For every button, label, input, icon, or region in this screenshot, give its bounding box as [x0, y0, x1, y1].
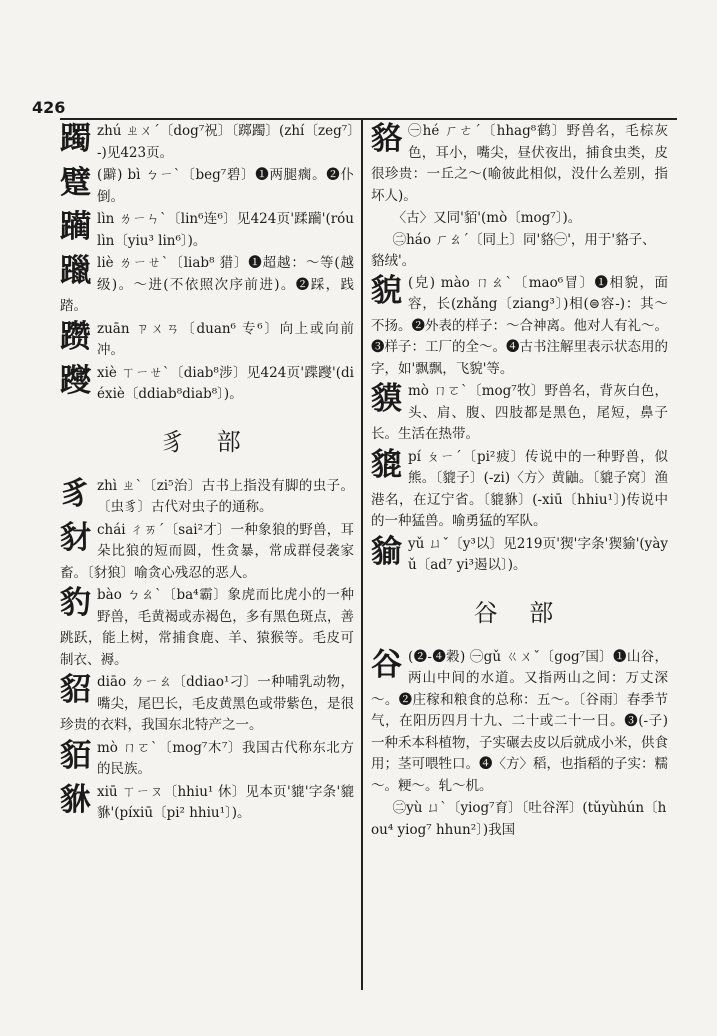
entry-text: xiū ㄒㄧㄡ〔hhiu¹ 休〕见本页'貔'字条'貔貅'(píxiū〔pi² hhiu¹〕)。 — [97, 783, 354, 821]
dictionary-entry — [60, 253, 354, 318]
headword: 貌 — [371, 272, 402, 309]
headword: 貉 — [371, 121, 402, 157]
section-heading: 谷 部 — [473, 598, 566, 627]
entry-text: mò ㄇㄛˋ〔mog⁷牧〕野兽名，背灰白色，头、肩、腹、四肢都是黑色，尾短，鼻子长。生活在热带。 — [371, 383, 668, 442]
headword: 貐 — [371, 533, 402, 570]
entry-text: yǔ ㄩˇ〔y³以〕见219页'猰'字条'猰貐'(yàyǔ〔ad⁷ yi³遏以〕)。 — [408, 535, 668, 573]
dictionary-entry — [60, 738, 354, 781]
entry-text: ㊀hé ㄏㄜˊ〔hhag⁸鹤〕野兽名，毛棕灰色，耳小，嘴尖，昼伏夜出，捕食虫类，皮很珍贵：一丘之～(喻彼此相似，没什么差别，指坏人)。 — [371, 123, 668, 204]
entry-text: xiè ㄒㄧㄝˋ〔diab⁸涉〕见424页'蹀躞'(diéxiè〔ddiab⁸diab⁸〕)。 — [97, 364, 354, 402]
entry-text: liè ㄌㄧㄝˋ〔liab⁸ 猎〕❶超越：～等(越级)。～进(不依照次序前进)。❷踩，践踏。 — [60, 255, 354, 314]
headword: 豹 — [60, 585, 91, 621]
dictionary-entry — [60, 520, 354, 585]
column-divider — [361, 120, 363, 990]
headword: 貊 — [60, 737, 91, 774]
headword: 貂 — [60, 672, 91, 708]
headword: 貘 — [371, 381, 402, 417]
left-column — [60, 121, 354, 826]
entry-subsense: 〈古〉又同'貊'(mò〔mog⁷〕)。 — [392, 210, 582, 226]
entry-text: zuān ㄗㄨㄢ〔duan⁶ 专⁶〕向上或向前冲。 — [97, 320, 354, 358]
entry-text: diāo ㄉㄧㄠ〔ddiao¹刁〕一种哺乳动物，嘴尖，尾巴长，毛皮黄黑色或带紫色，是很珍贵的衣料，我国东北特产之一。 — [60, 674, 354, 733]
dictionary-entry — [60, 585, 354, 671]
headword: 躏 — [60, 209, 91, 245]
dictionary-entry — [371, 121, 668, 207]
dictionary-entry — [60, 476, 354, 519]
dictionary-entry — [60, 209, 354, 252]
entry-text: (❷-❹穀) ㊀gǔ ㄍㄨˇ〔gog⁷国〕❶山谷，两山中间的水道。又指两山之间：万丈深～。❷庄稼和粮食的总称：五～。〔谷雨〕春季节气，在阳历四月十九、二十或二十一日。❸(-子)一种禾本科植物，子实碾去皮以后就成小米，供食用；茎可喂牲口。❹〈方〉稻，也指稻的子实：糯～。粳～。轧～机。 — [371, 648, 668, 794]
entry-text: zhì ㄓˋ〔zi⁵治〕古书上指没有脚的虫子。〔虫豸〕古代对虫子的通称。 — [97, 477, 354, 515]
headword: 豸 — [60, 475, 91, 512]
headword: 躄 — [60, 165, 91, 201]
headword: 豺 — [60, 519, 91, 556]
page-number: 426 — [32, 98, 66, 117]
dictionary-entry — [60, 672, 354, 737]
entry-subsense: ㊁háo ㄏㄠˊ〔同上〕同'貉㊀'，用于'貉子、貉绒'。 — [371, 231, 656, 269]
dictionary-entry — [60, 165, 354, 208]
dictionary-entry — [371, 381, 668, 446]
dictionary-entry — [60, 121, 354, 164]
dictionary-entry — [60, 363, 354, 406]
section-heading: 豸 部 — [161, 427, 253, 456]
headword: 谷 — [371, 646, 402, 683]
dictionary-entry — [371, 647, 668, 798]
entry-text: (皃) mào ㄇㄠˋ〔mao⁶冒〕❶相貌，面容，长(zhǎng〔ziang³〕)相(⊜容-)：其～不扬。❷外表的样子：～合神离。他对人有礼～。❸样子：工厂的全～。❹古书注解里表示状态用的字，如'飘飘，飞貌'等。 — [371, 274, 668, 377]
dictionary-entry — [60, 782, 354, 825]
entry-text: pí ㄆㄧˊ〔pi²疲〕传说中的一种野兽，似熊。〔貔子〕(-zi)〈方〉黄鼬。〔貔子窝〕渔港名，在辽宁省。〔貔貅〕(-xiū〔hhiu¹〕)传说中的一种猛兽。喻勇猛的军队。 — [371, 448, 668, 529]
entry-text: zhú ㄓㄨˊ〔dog⁷祝〕〔踯躅〕(zhí〔zeg⁷〕-)见423页。 — [97, 123, 354, 161]
headword: 貔 — [371, 446, 402, 483]
headword: 躞 — [60, 362, 91, 399]
dictionary-entry — [371, 273, 668, 381]
dictionary-entry — [371, 447, 668, 533]
headword: 躅 — [60, 121, 91, 157]
entry-text: lìn ㄌㄧㄣˋ〔lin⁶连⁶〕见424页'蹂躏'(róulìn〔yiu³ lin⁶〕)。 — [97, 211, 354, 249]
dictionary-entry — [60, 319, 354, 362]
dictionary-entry — [371, 534, 668, 577]
top-rule — [60, 118, 677, 120]
headword: 躐 — [60, 253, 91, 289]
entry-text: mò ㄇㄛˋ〔mog⁷木⁷〕我国古代称东北方的民族。 — [97, 739, 354, 777]
headword: 躜 — [60, 318, 91, 355]
headword: 貅 — [60, 781, 91, 818]
right-column — [371, 121, 668, 841]
entry-subsense: ㊁yù ㄩˋ〔yiog⁷育〕〔吐谷浑〕(tǔyùhún〔hou⁴ yiog⁷ hhun²〕)我国 — [371, 800, 667, 838]
entry-text: bào ㄅㄠˋ〔ba⁴霸〕象虎而比虎小的一种野兽，毛黄褐或赤褐色，多有黑色斑点，善跳跃，能上树，常捕食鹿、羊、猿猴等。毛皮可制衣、褥。 — [60, 587, 354, 668]
entry-text: (躃) bì ㄅㄧˋ〔beg⁷碧〕❶两腿瘸。❷仆倒。 — [97, 167, 354, 205]
entry-text: chái ㄔㄞˊ〔sai²才〕一种象狼的野兽，耳朵比狼的短而圆，性贪暴，常成群侵袭家畜。〔豺狼〕喻贪心残忍的恶人。 — [60, 521, 354, 581]
